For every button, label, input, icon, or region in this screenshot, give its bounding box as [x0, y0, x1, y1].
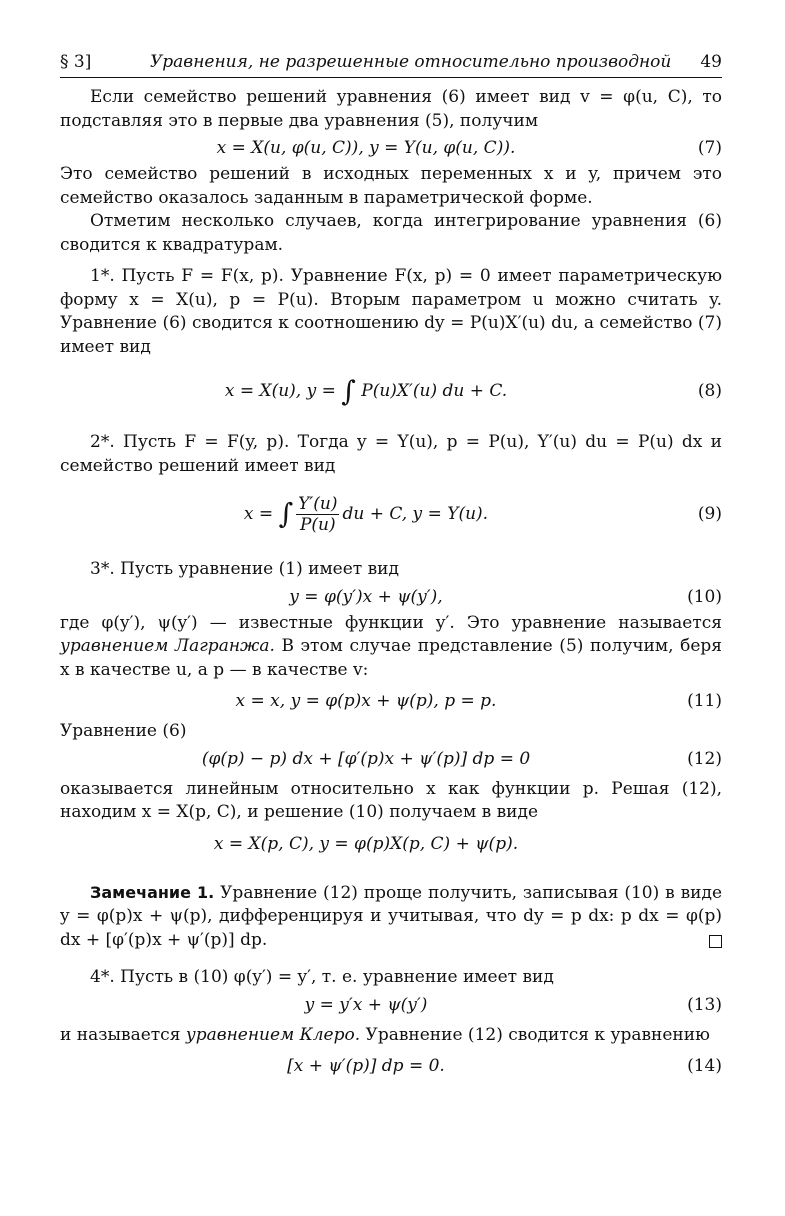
fraction-denominator: P(u) — [299, 514, 336, 535]
equation-14-number: (14) — [687, 1056, 722, 1076]
equation-10 — [60, 582, 722, 612]
paragraph-3: Отметим несколько случаев, когда интегрирование уравнения (6) сводится к квадратурам. — [60, 211, 722, 255]
equation-13 — [60, 990, 722, 1020]
equation-11 — [60, 686, 722, 716]
equation-8 — [60, 365, 722, 417]
paragraph-2: Это семейство решений в исходных переменных x и y, причем это семейство оказалось заданным в параметрической форме. — [60, 164, 722, 208]
remark-1 — [60, 881, 722, 953]
page — [60, 52, 722, 1081]
equation-9-left: x = — [243, 504, 274, 524]
remark-text: Уравнение (12) проще получить, записывая (10) в виде y = φ(p)x + ψ(p), дифференцируя и учитывая, что dy = p dx: p dx = φ(p) dx + [φ′(p)x + ψ′(p)] dp. — [60, 882, 723, 950]
integral-sign: ∫ — [341, 374, 356, 408]
paragraph-9: оказывается линейным относительно x как функции p. Решая (12), находим x = X(p, C), и решение (10) получаем в виде — [60, 778, 722, 822]
equation-9-number: (9) — [697, 504, 722, 524]
paragraph-11: и называется уравнением Клеро. Уравнение (12) сводится к уравнению — [60, 1024, 710, 1045]
equation-7 — [60, 133, 722, 163]
qed-square-icon — [709, 935, 722, 948]
fraction — [296, 494, 339, 535]
integral-sign: ∫ — [278, 497, 294, 530]
equation-14-body: [x + ψ′(p)] dp = 0. — [287, 1056, 445, 1076]
running-header — [60, 52, 722, 78]
equation-9-right: du + C, y = Y(u). — [342, 504, 489, 524]
equation-13-number: (13) — [687, 994, 722, 1015]
paragraph-4: 1*. Пусть F = F(x, p). Уравнение F(x, p) = 0 имеет параметрическую форму x = X(u), p = P(u). Вторым параметром u можно считать y. Уравнение (6) сводится к соотношению dy = P(u)X′(u) du, а семейство (7) имеет вид — [60, 266, 722, 357]
equation-12-body: (φ(p) − p) dx + [φ′(p)x + ψ′(p)] dp = 0 — [201, 748, 531, 769]
equation-11-body: x = x, y = φ(p)x + ψ(p), p = p. — [235, 691, 497, 711]
equation-8-left: x = X(u), y = — [224, 381, 336, 401]
paragraph-5: 2*. Пусть F = F(y, p). Тогда y = Y(u), p = P(u), Y′(u) du = P(u) dx и семейство решений имеет вид — [60, 432, 722, 476]
equation-8-right: P(u)X′(u) du + C. — [361, 381, 508, 401]
equation-9 — [60, 484, 722, 544]
running-title: Уравнения, не разрешенные относительно производной — [150, 52, 672, 72]
equation-10-body: y = φ(y′)x + ψ(y′), — [289, 586, 443, 607]
paragraph-7: где φ(y′), ψ(y′) — известные функции y′. Это уравнение называется уравнением Лагранжа. В этом случае представление (5) получим, беря x в качестве u, а p — в качестве v: — [60, 612, 722, 680]
equation-14 — [60, 1051, 722, 1081]
equation-7-body: x = X(u, φ(u, C)), y = Y(u, φ(u, C)). — [216, 138, 516, 158]
equation-solution — [60, 829, 722, 859]
paragraph-6: 3*. Пусть уравнение (1) имеет вид — [90, 559, 399, 579]
fraction-numerator: Y′(u) — [298, 493, 338, 514]
equation-10-number: (10) — [687, 586, 722, 607]
remark-heading: Замечание 1. — [90, 882, 215, 902]
clairaut-term: уравнением Клеро. — [185, 1024, 361, 1045]
equation-8-number: (8) — [697, 381, 722, 401]
equation-7-number: (7) — [697, 138, 722, 158]
paragraph-8: Уравнение (6) — [60, 721, 187, 741]
section-number: § 3] — [60, 52, 92, 72]
equation-solution-body: x = X(p, C), y = φ(p)X(p, C) + ψ(p). — [213, 833, 519, 854]
lagrange-term: уравнением Лагранжа. — [60, 636, 275, 656]
equation-11-number: (11) — [687, 691, 722, 711]
equation-12 — [60, 744, 722, 774]
paragraph-1: Если семейство решений уравнения (6) имеет вид v = φ(u, C), то подставляя это в первые два уравнения (5), получим — [60, 87, 722, 131]
paragraph-10: 4*. Пусть в (10) φ(y′) = y′, т. е. уравнение имеет вид — [90, 967, 554, 987]
equation-13-body: y = y′x + ψ(y′) — [304, 994, 428, 1015]
page-number: 49 — [700, 52, 722, 72]
equation-12-number: (12) — [687, 748, 722, 769]
